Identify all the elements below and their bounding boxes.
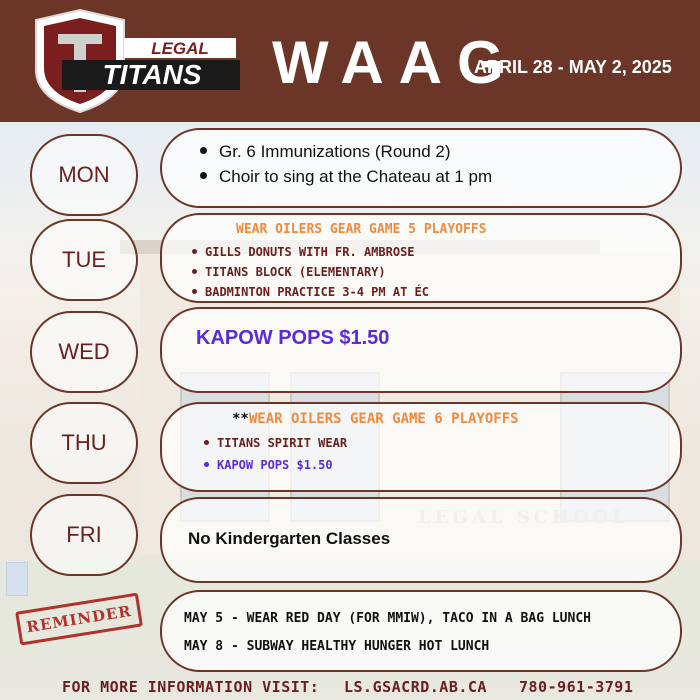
- list-item: TITANS SPIRIT WEAR: [204, 436, 347, 450]
- info-box-thu: [160, 402, 682, 492]
- bullet-icon: [192, 269, 197, 274]
- footer: [0, 675, 700, 700]
- reminder-stamp-text: REMINDER: [25, 601, 133, 637]
- reminder-line: MAY 5 - WEAR RED DAY (FOR MMIW), TACO IN A BAG LUNCH: [184, 611, 591, 626]
- info-box-reminder: [160, 590, 682, 672]
- day-label: MON: [58, 162, 110, 187]
- list-item: Choir to sing at the Chateau at 1 pm: [200, 167, 492, 187]
- info-box-mon: [160, 128, 682, 208]
- info-box-wed: [160, 307, 682, 393]
- day-pill-fri: [30, 494, 138, 576]
- bullet-icon: [200, 147, 207, 154]
- day-label: THU: [61, 430, 107, 455]
- info-box-fri: [160, 497, 682, 583]
- accessibility-sign: [6, 562, 28, 596]
- bullet-icon: [192, 249, 197, 254]
- fri-headline: No Kindergarten Classes: [188, 529, 391, 548]
- thu-headline: **WEAR OILERS GEAR GAME 6 PLAYOFFS: [232, 411, 519, 427]
- bullet-icon: [192, 289, 197, 294]
- tue-headline: WEAR OILERS GEAR GAME 5 PLAYOFFS: [236, 222, 487, 237]
- logo-top-text: LEGAL: [151, 39, 209, 58]
- list-item: Gr. 6 Immunizations (Round 2): [200, 142, 450, 162]
- bullet-icon: [204, 462, 209, 467]
- bullet-icon: [200, 172, 207, 179]
- page-title: WAAG: [272, 29, 519, 96]
- titans-shield-logo: [28, 4, 243, 116]
- list-item: GILLS DONUTS WITH FR. AMBROSE: [192, 245, 415, 259]
- list-item: TITANS BLOCK (ELEMENTARY): [192, 265, 386, 279]
- logo-main-text: TITANS: [102, 59, 202, 90]
- day-pill-tue: [30, 219, 138, 301]
- bullet-icon: [204, 440, 209, 445]
- footer-phone: 780-961-3791: [519, 678, 634, 696]
- day-pill-mon: [30, 134, 138, 216]
- day-label: FRI: [66, 522, 102, 547]
- wed-headline: KAPOW POPS $1.50: [196, 327, 390, 349]
- header-banner: [0, 0, 700, 122]
- info-box-tue: [160, 213, 682, 303]
- list-item: BADMINTON PRACTICE 3-4 PM AT ÉC: [192, 285, 429, 299]
- day-pill-wed: [30, 311, 138, 393]
- list-item: KAPOW POPS $1.50: [204, 458, 333, 472]
- footer-label: FOR MORE INFORMATION VISIT:: [62, 678, 320, 696]
- day-pill-thu: [30, 402, 138, 484]
- reminder-line: MAY 8 - SUBWAY HEALTHY HUNGER HOT LUNCH: [184, 639, 490, 654]
- day-label: TUE: [62, 247, 106, 272]
- footer-url[interactable]: LS.GSACRD.AB.CA: [344, 678, 487, 696]
- date-range: APRIL 28 - MAY 2, 2025: [474, 57, 672, 77]
- asterisk-prefix: **: [232, 411, 249, 427]
- day-label: WED: [58, 339, 110, 364]
